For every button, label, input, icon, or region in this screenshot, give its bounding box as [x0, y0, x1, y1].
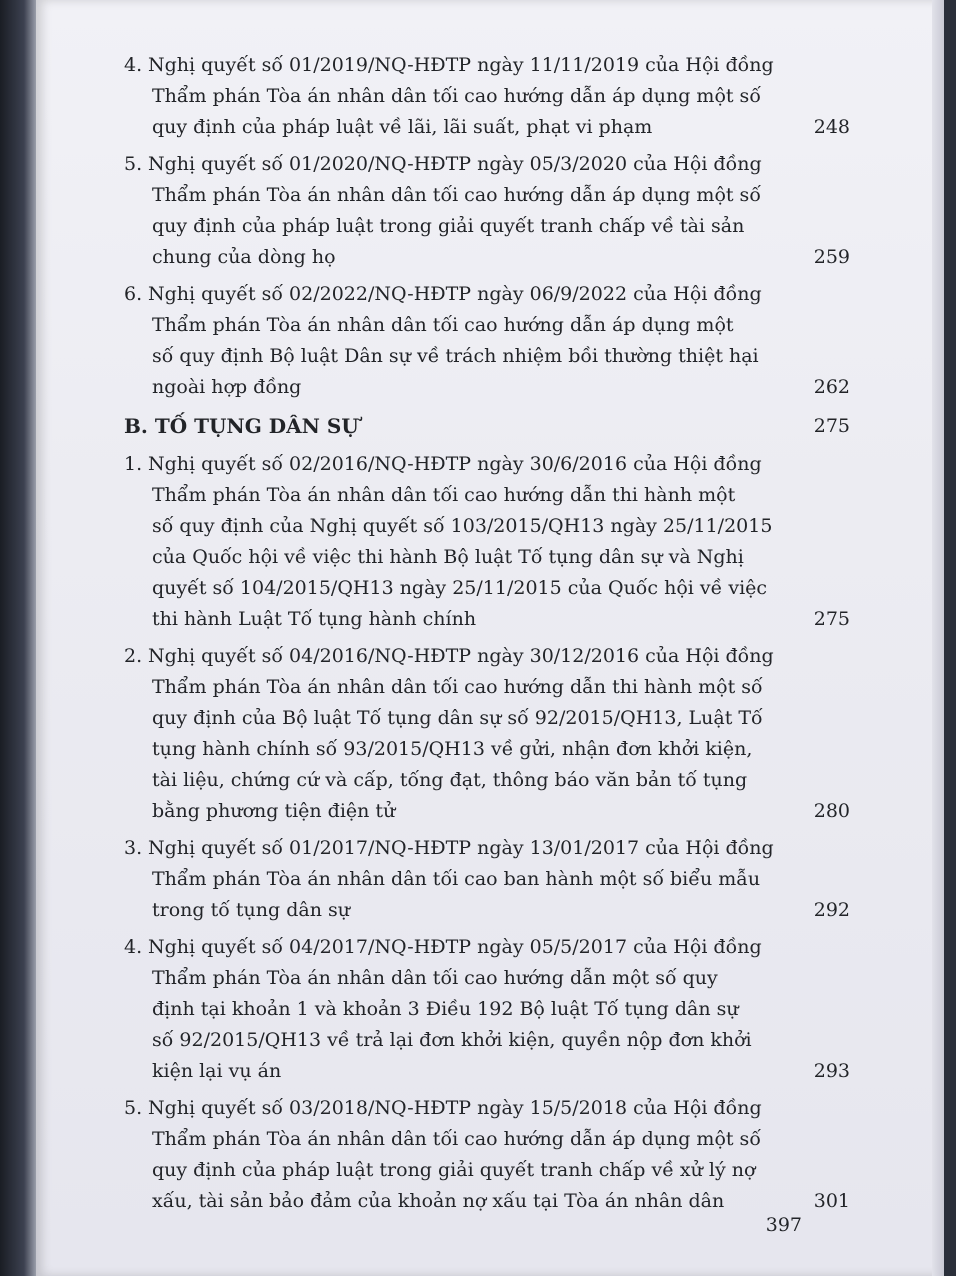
- toc-entry-line: định tại khoản 1 và khoản 3 Điều 192 Bộ luật Tố tụng dân sự: [152, 998, 739, 1020]
- toc-entry-line: tài liệu, chứng cứ và cấp, tống đạt, thông báo văn bản tố tụng: [152, 769, 748, 791]
- toc-entry-line: quy định của pháp luật về lãi, lãi suất, phạt vi phạm 248: [124, 112, 850, 143]
- toc-entry: [124, 50, 850, 143]
- toc-entry-number: 3.: [124, 837, 143, 859]
- toc-entry-number: 6.: [124, 283, 143, 305]
- toc-page-number: 259: [813, 246, 850, 268]
- toc-entry-number: 2.: [124, 645, 143, 667]
- toc-page-number: 275: [813, 608, 850, 630]
- toc-entry-line: Thẩm phán Tòa án nhân dân tối cao hướng dẫn áp dụng một số: [152, 184, 761, 206]
- toc-entry-line: 5. Nghị quyết số 01/2020/NQ-HĐTP ngày 05/3/2020 của Hội đồng: [124, 149, 850, 180]
- toc-entry: [124, 833, 850, 926]
- toc-entry-line: chung của dòng họ 259: [124, 242, 850, 273]
- toc-entry-line: Thẩm phán Tòa án nhân dân tối cao ban hành một số biểu mẫu: [152, 868, 761, 890]
- toc-entry-line: của Quốc hội về việc thi hành Bộ luật Tố tụng dân sự và Nghị: [152, 546, 744, 568]
- table-of-contents: [124, 50, 850, 1223]
- toc-entry-line: thi hành Luật Tố tụng hành chính 275: [124, 604, 850, 635]
- toc-section-heading: B. TỐ TỤNG DÂN SỰ 275: [124, 409, 850, 443]
- toc-entry-line: số quy định Bộ luật Dân sự về trách nhiệm bồi thường thiệt hại: [152, 345, 759, 367]
- book-page: [36, 0, 944, 1276]
- toc-entry-line: xấu, tài sản bảo đảm của khoản nợ xấu tại Tòa án nhân dân 301: [124, 1186, 850, 1217]
- toc-entry-line: quy định của pháp luật trong giải quyết tranh chấp về xử lý nợ: [152, 1159, 756, 1181]
- toc-entry-line: số 92/2015/QH13 về trả lại đơn khởi kiện, quyền nộp đơn khởi: [152, 1029, 752, 1051]
- toc-entry-line: 1. Nghị quyết số 02/2016/NQ-HĐTP ngày 30/6/2016 của Hội đồng: [124, 449, 850, 480]
- toc-entry-line: 4. Nghị quyết số 01/2019/NQ-HĐTP ngày 11/11/2019 của Hội đồng: [124, 50, 850, 81]
- toc-page-number: 248: [813, 116, 850, 138]
- book-spine: [0, 0, 40, 1276]
- toc-page-number: 292: [813, 899, 850, 921]
- toc-entry-number: 5.: [124, 1097, 143, 1119]
- toc-entry-number: 4.: [124, 936, 143, 958]
- toc-entry-line: quyết số 104/2015/QH13 ngày 25/11/2015 của Quốc hội về việc: [152, 577, 768, 599]
- toc-entry-number: 4.: [124, 54, 143, 76]
- toc-entry-line: 6. Nghị quyết số 02/2022/NQ-HĐTP ngày 06/9/2022 của Hội đồng: [124, 279, 850, 310]
- toc-entry-line: 4. Nghị quyết số 04/2017/NQ-HĐTP ngày 05/5/2017 của Hội đồng: [124, 932, 850, 963]
- toc-entry-line: trong tố tụng dân sự 292: [124, 895, 850, 926]
- toc-entry-line: bằng phương tiện điện tử 280: [124, 796, 850, 827]
- toc-entry-line: 3. Nghị quyết số 01/2017/NQ-HĐTP ngày 13/01/2017 của Hội đồng: [124, 833, 850, 864]
- toc-page-number: 293: [813, 1060, 850, 1082]
- toc-entry: [124, 932, 850, 1087]
- toc-entry-line: Thẩm phán Tòa án nhân dân tối cao hướng dẫn áp dụng một số: [152, 85, 761, 107]
- toc-entry: [124, 449, 850, 635]
- toc-entry-line: Thẩm phán Tòa án nhân dân tối cao hướng dẫn áp dụng một: [152, 314, 734, 336]
- toc-entry-line: Thẩm phán Tòa án nhân dân tối cao hướng dẫn thi hành một: [152, 484, 736, 506]
- toc-entry-line: quy định của Bộ luật Tố tụng dân sự số 92/2015/QH13, Luật Tố: [152, 707, 763, 729]
- toc-page-number: 275: [813, 415, 850, 437]
- toc-entry-line: Thẩm phán Tòa án nhân dân tối cao hướng dẫn thi hành một số: [152, 676, 763, 698]
- toc-entry-line: kiện lại vụ án 293: [124, 1056, 850, 1087]
- toc-entry-line: Thẩm phán Tòa án nhân dân tối cao hướng dẫn áp dụng một số: [152, 1128, 761, 1150]
- page-number: 397: [765, 1214, 802, 1236]
- toc-entry-line: 5. Nghị quyết số 03/2018/NQ-HĐTP ngày 15/5/2018 của Hội đồng: [124, 1093, 850, 1124]
- toc-entry-line: quy định của pháp luật trong giải quyết tranh chấp về tài sản: [152, 215, 745, 237]
- toc-entry-line: ngoài hợp đồng 262: [124, 372, 850, 403]
- toc-entry: [124, 279, 850, 403]
- toc-entry-line: Thẩm phán Tòa án nhân dân tối cao hướng dẫn một số quy: [152, 967, 718, 989]
- toc-entry-number: 1.: [124, 453, 143, 475]
- toc-entry-line: số quy định của Nghị quyết số 103/2015/QH13 ngày 25/11/2015: [152, 515, 773, 537]
- toc-page-number: 280: [813, 800, 850, 822]
- toc-entry: [124, 641, 850, 827]
- toc-entry-line: 2. Nghị quyết số 04/2016/NQ-HĐTP ngày 30/12/2016 của Hội đồng: [124, 641, 850, 672]
- toc-page-number: 301: [813, 1190, 850, 1212]
- toc-entry: [124, 1093, 850, 1217]
- toc-entry-line: tụng hành chính số 93/2015/QH13 về gửi, nhận đơn khởi kiện,: [152, 738, 753, 760]
- toc-entry-number: 5.: [124, 153, 143, 175]
- toc-page-number: 262: [813, 376, 850, 398]
- page-edge: [932, 0, 944, 1276]
- toc-entry: [124, 149, 850, 273]
